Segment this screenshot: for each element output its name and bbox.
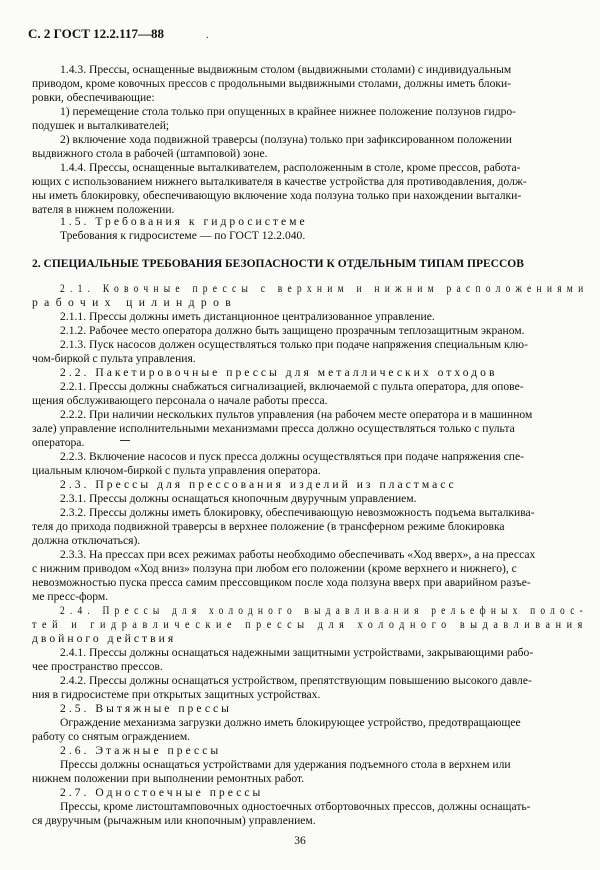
text-line: 2.4.2. Прессы должны оснащаться устройством, препятствующим повышению высокого давле- xyxy=(60,674,532,687)
text-line: зале) управление исполнительными механизмами пресса должно осуществляться только с пульта xyxy=(32,422,515,435)
text-line: с нижним приводом «Ход вниз» ползуна при любом его положении (кроме верхнего и нижнего), с xyxy=(32,562,517,575)
subsection-heading: 2.3. Прессы для прессования изделий из пластмасс xyxy=(60,478,457,491)
text-line: 2.1.2. Рабочее место оператора должно быть защищено прозрачным теплозащитным экраном. xyxy=(60,324,525,337)
subsection-heading: 2.4. Прессы для холодного выдавливания рельефных полос- xyxy=(60,604,588,617)
text-line: вателя в нижнем положении. xyxy=(32,203,175,216)
text-line: ме пресс-форм. xyxy=(32,590,109,603)
subsection-heading: рабочих цилиндров xyxy=(32,296,238,309)
text-line: работу со снятым ограждением. xyxy=(32,730,191,743)
text-line: 2.2.1. Прессы должны снабжаться сигнализацией, включаемой с пульта оператора, для опове- xyxy=(60,380,524,393)
subsection-heading: двойного действия xyxy=(32,632,177,645)
text-line: Требования к гидросистеме — по ГОСТ 12.2.040. xyxy=(60,229,306,242)
header-mark: . xyxy=(206,30,209,41)
text-line: чом-биркой с пульта управления. xyxy=(32,352,196,365)
text-line: теля до прихода подвижной траверсы в верхнее положение (в трансферном режиме блокировка xyxy=(32,520,505,533)
text-line: 2.3.1. Прессы должны оснащаться кнопочным двуручным управлением. xyxy=(60,492,417,505)
text-line: ся двуручным (рычажным или кнопочным) управлением. xyxy=(32,814,316,827)
text-line: 2.2.3. Включение насосов и пуск пресса должны осуществляться при подаче напряжения спе- xyxy=(60,450,524,463)
text-line: ны иметь блокировку, обеспечивающую включение хода ползуна только при нахождении выталки- xyxy=(32,189,522,202)
subsection-heading: 2.2. Пакетировочные прессы для металлических отходов xyxy=(60,366,498,379)
text-line: должна отключаться). xyxy=(32,534,141,547)
subsection-heading: тей и гидравлические прессы для холодного выдавливания xyxy=(32,618,588,631)
page-number: 36 xyxy=(294,834,306,847)
text-line: 1.4.4. Прессы, оснащенные выталкивателем, расположенным в столе, кроме прессов, работа- xyxy=(60,161,521,174)
subsection-heading: 2.7. Одностоечные прессы xyxy=(60,786,264,799)
text-line: 2) включение хода подвижной траверсы (ползуна) только при зафиксированном положении xyxy=(60,133,512,146)
text-line: ровки, обеспечивающие: xyxy=(32,91,155,104)
text-line: Прессы, кроме листоштамповочных одностоечных отбортовочных прессов, должны оснащать- xyxy=(60,800,531,813)
text-line: 2.3.2. Прессы должны иметь блокировку, обеспечивающую невозможность подъема выталкива- xyxy=(60,506,535,519)
text-line: 1) перемещение стола только при опущенных в крайнее нижнее положение ползунов гидро- xyxy=(60,105,517,118)
text-line: 2.1.3. Пуск насосов должен осуществляться только при подаче напряжения специальным клю- xyxy=(60,338,528,351)
text-line: ющих с использованием нижнего выталкивателя в качестве устройства для противодавления, долж- xyxy=(32,175,527,188)
text-line: Прессы должны оснащаться устройствами для удержания подъемного стола в верхнем или xyxy=(60,758,511,771)
text-line: 2.4.1. Прессы должны оснащаться надежными защитными устройствами, закрывающими рабо- xyxy=(60,646,534,659)
stray-mark xyxy=(120,440,130,441)
subsection-heading: 2.5. Вытяжные прессы xyxy=(60,702,232,715)
text-line: оператора. xyxy=(32,436,85,449)
subsection-heading: 2.1. Ковочные прессы с верхним и нижним расположениями xyxy=(60,282,589,295)
subsection-heading: 2.6. Этажные прессы xyxy=(60,744,222,757)
text-line: Ограждение механизма загрузки должно иметь блокирующее устройство, предотвращающее xyxy=(60,716,521,729)
text-line: циальным ключом-биркой с пульта управления оператора. xyxy=(32,464,321,477)
text-line: 1.4.3. Прессы, оснащенные выдвижным столом (выдвижными столами) с индивидуальным xyxy=(60,63,512,76)
text-line: 2.1.1. Прессы должны иметь дистанционное централизованное управление. xyxy=(60,310,435,323)
section-title: 2. СПЕЦИАЛЬНЫЕ ТРЕБОВАНИЯ БЕЗОПАСНОСТИ К ОТДЕЛЬНЫМ ТИПАМ ПРЕССОВ xyxy=(32,256,524,270)
text-line: щения обслуживающего персонала о начале работы пресса. xyxy=(32,394,328,407)
text-line: выдвижного стола в рабочей (штамповой) зоне. xyxy=(32,147,268,160)
text-line: нижнем положении при выполнении ремонтных работ. xyxy=(32,772,305,785)
text-line: подушек и выталкивателей; xyxy=(32,119,170,132)
text-line: чее пространство прессов. xyxy=(32,660,163,673)
subsection-heading: 1.5. Требования к гидросистеме xyxy=(60,215,308,228)
text-line: 2.3.3. На прессах при всех режимах работы необходимо обеспечивать «Ход вверх», а на прессах xyxy=(60,548,536,561)
text-line: 2.2.2. При наличии нескольких пультов управления (на рабочем месте оператора и в машинном xyxy=(60,408,533,421)
text-line: ния в гидросистеме при открытых защитных устройствах. xyxy=(32,688,321,701)
text-line: невозможностью пуска пресса самим прессовщиком после хода ползуна вверх при аварийном разъе- xyxy=(32,576,531,589)
text-line: приводом, кроме ковочных прессов с продольными выдвижными столами, должны иметь блоки- xyxy=(32,77,512,90)
page-header: С. 2 ГОСТ 12.2.117—88 xyxy=(28,26,164,41)
